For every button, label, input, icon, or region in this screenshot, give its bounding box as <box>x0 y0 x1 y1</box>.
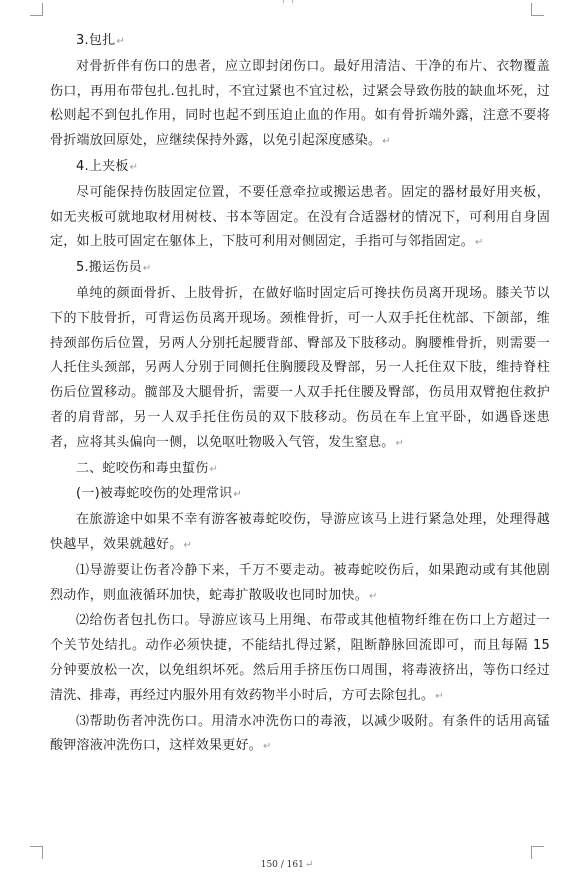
paragraph-text: 二、蛇咬伤和毒虫蜇伤 <box>76 460 209 476</box>
body-paragraph <box>50 508 550 559</box>
paragraph-text: 对骨折伴有伤口的患者，应立即封闭伤口。最好用清洁、干净的布片、衣物覆盖伤口，再用布带包扎.包扎时，不宜过紧也不宜过松，过紧会导致伤肢的缺血坏死，过松则起不到包扎作用，同时也起不到压迫止血的作用。如有骨折端外露，注意不要将骨折端放回原处，应继续保持外露，以免引起深度感染。 <box>50 58 550 149</box>
footer-paragraph-mark: ↵ <box>304 859 314 870</box>
body-paragraph <box>50 181 550 256</box>
body-paragraph <box>50 55 550 155</box>
paragraph-mark: ↵ <box>209 463 219 475</box>
paragraph-mark: ↵ <box>382 136 391 148</box>
paragraph-mark: ↵ <box>142 263 152 275</box>
paragraph-text: 尽可能保持伤肢固定位置，不要任意牵拉或搬运患者。固定的器材最好用夹板，如无夹板可就地取材用树枝、书本等固定。在没有合适器材的情况下，可利用自身固定，如上肢可固定在躯体上，下肢可利用对侧固定，手指可与邻指固定。 <box>50 184 550 250</box>
paragraph-mark: ↵ <box>233 489 243 501</box>
header-marker <box>283 0 293 3</box>
paragraph-mark: ↵ <box>369 590 378 602</box>
paragraph-text: 3.包扎 <box>76 33 116 48</box>
section-heading <box>50 482 550 508</box>
paragraph-text: ⑵给伤者包扎伤口。导游应该马上用绳、布带或其他植物纤维在伤口上方超过一个关节处结扎。动作必须快捷，不能结扎得过紧，阻断静脉回流即可，而且每隔 15 分钟要放松一次，以免组织坏死。然后用手挤压伤口周围，将毒液挤出，等伤口经过清洗、排毒，再经过内服外用有效药物半小时后，方可去除包扎。 <box>50 613 550 703</box>
body-paragraph <box>50 282 550 457</box>
section-heading <box>50 256 550 282</box>
paragraph-text: 4.上夹板 <box>76 158 129 174</box>
section-heading <box>50 155 550 181</box>
paragraph-mark: ↵ <box>475 237 484 249</box>
paragraph-text: ⑴导游要让伤者冷静下来，千万不要走动。被毒蛇咬伤后，如果跑动或有其他剧烈动作，则血液循环加快，蛇毒扩散吸收也同时加快。 <box>50 562 550 603</box>
section-heading <box>50 29 550 55</box>
paragraph-mark: ↵ <box>183 539 193 551</box>
document-body <box>50 29 550 760</box>
crop-mark-top-left <box>30 3 43 16</box>
page-number-label: 150 / 161 <box>260 860 304 870</box>
crop-mark-bottom-left <box>30 846 43 859</box>
paragraph-mark: ↵ <box>435 690 444 702</box>
paragraph-text: (一)被毒蛇咬伤的处理常识 <box>76 486 233 502</box>
paragraph-mark: ↵ <box>395 437 405 449</box>
body-paragraph <box>50 609 550 709</box>
page-number <box>0 859 574 870</box>
paragraph-mark: ↵ <box>116 36 126 47</box>
crop-mark-top-right <box>531 3 544 16</box>
paragraph-mark: ↵ <box>263 741 272 753</box>
crop-mark-bottom-right <box>531 846 544 859</box>
body-paragraph <box>50 559 550 610</box>
paragraph-text: 单纯的颜面骨折、上肢骨折，在做好临时固定后可搀扶伤员离开现场。膝关节以下的下肢骨折，可背运伤员离开现场。颈椎骨折，可一人双手托住枕部、下颌部，维持颈部伤后位置，另两人分别托起腰背部、臀部及下肢移动。胸腰椎骨折，则需要一人托住头颈部，另两人分别于同侧托住胸腰段及臀部，另一人托住双下肢，维持脊柱伤后位置移动。髋部及大腿骨折，需要一人双手托住腰及臀部，伤员用双臂抱住救护者的肩背部，另一人双手托住伤员的双下肢移动。伤员在车上宜平卧，如遇昏迷患者，应将其头偏向一侧，以免呕吐物吸入气管，发生窒息。 <box>50 285 550 450</box>
body-paragraph <box>50 710 550 761</box>
paragraph-text: 5.搬运伤员 <box>76 260 142 276</box>
paragraph-mark: ↵ <box>129 161 139 173</box>
section-heading <box>50 457 550 483</box>
paragraph-text: ⑶帮助伤者冲洗伤口。用清水冲洗伤口的毒液，以减少吸附。有条件的话用高锰酸钾溶液冲洗伤口，这样效果更好。 <box>50 713 550 754</box>
paragraph-text: 在旅游途中如果不幸有游客被毒蛇咬伤，导游应该马上进行紧急处理，处理得越快越早，效果就越好。 <box>50 512 550 552</box>
